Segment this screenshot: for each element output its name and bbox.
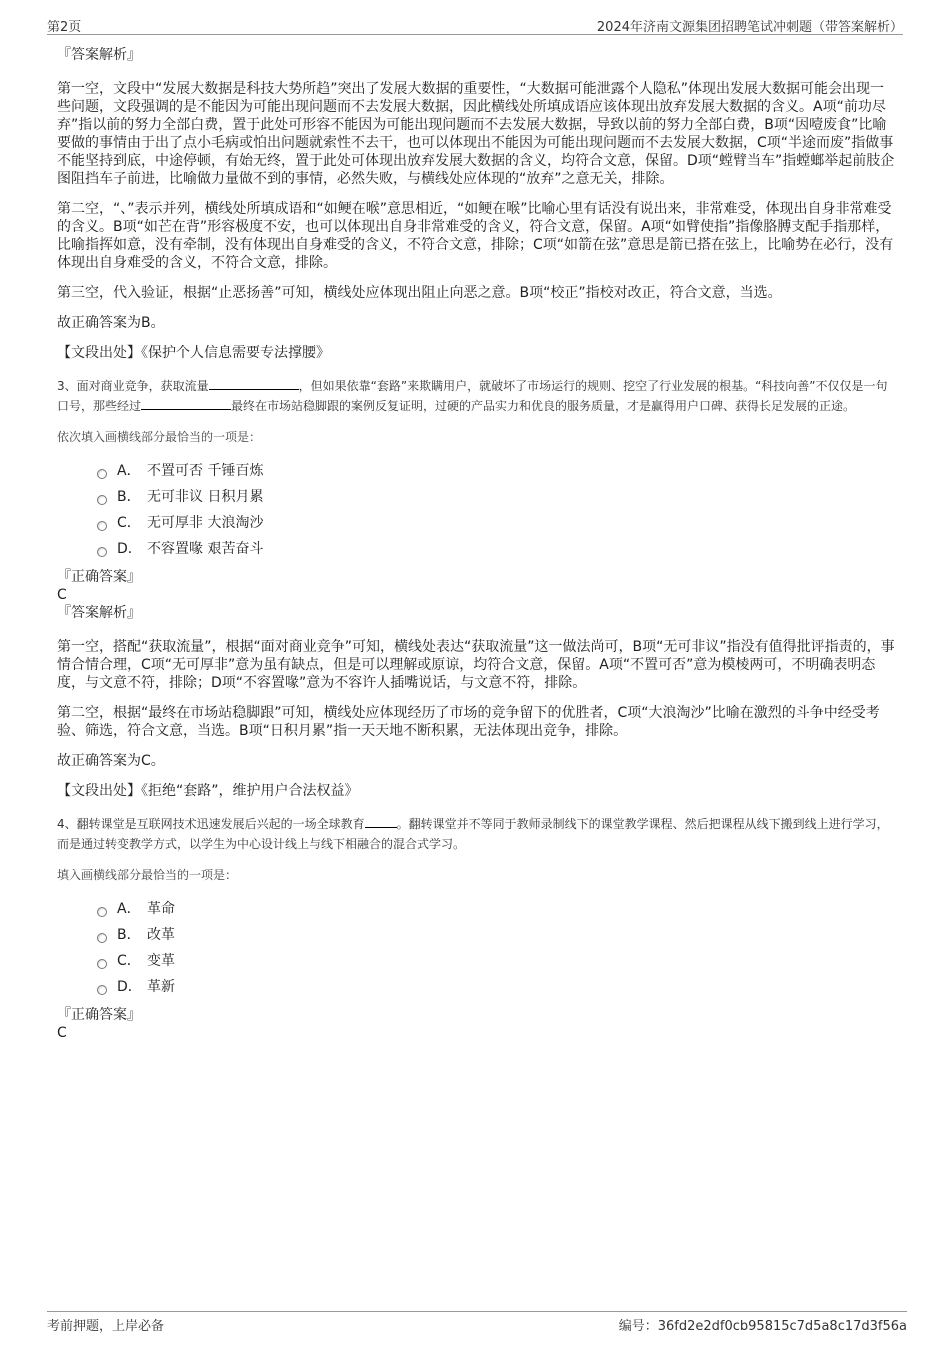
radio-icon[interactable]: [97, 547, 107, 557]
q4-hint: 填入画横线部分最恰当的一项是：: [57, 868, 238, 882]
q3-stem: [57, 376, 897, 416]
q3-stem-a: 3、面对商业竞争，获取流量: [57, 379, 209, 393]
q3-blank-2: [141, 397, 231, 410]
q2-explain-label: 『答案解析』: [57, 47, 141, 63]
page-header: [47, 14, 903, 35]
q3-blank-1: [209, 377, 299, 390]
radio-icon[interactable]: [97, 959, 107, 969]
footer-slogan: 考前押题，上岸必备: [47, 1319, 165, 1334]
q3-option-c[interactable]: C． 无可厚非 大浪淘沙: [97, 514, 897, 540]
q4-options: [97, 900, 897, 1004]
q4-option-c[interactable]: C． 变革: [97, 952, 897, 978]
q3-options: [97, 462, 897, 566]
q2-explain-p1: 第一空，文段中“发展大数据是科技大势所趋”突出了发展大数据的重要性，“大数据可能泄露个人隐私”体现出发展大数据可能会出现一些问题，文段强调的是不能因为可能出现问题而不去发展大数据，因此横线处所填成语应该体现出放弃发展大数据的含义。A项“前功尽弃”指以前的努力全部白费，置于此处可形容不能因为可能出现问题而不去发展大数据，导致以前的努力全部白费，B项“因噎废食”比喻要做的事情由于出了点小毛病或怕出问题就索性不去干，也可以体现出不能因为可能出现问题而不去发展大数据，C项“半途而废”指做事不能坚持到底，中途停顿，有始无终，置于此处可体现出放弃发展大数据的含义，均符合文意，保留。D项“螳臂当车”指螳螂举起前肢企图阻挡车子前进，比喻做力量做不到的事情，必然失败，与横线处应体现的“放弃”之意无关，排除。: [57, 81, 895, 187]
q4-stem: [57, 814, 897, 854]
q2-explain-p3: 第三空，代入验证，根据“止恶扬善”可知，横线处应体现出阻止向恶之意。B项“校正”指校对改正，符合文意，当选。: [57, 285, 782, 301]
q3-answer-label: 『正确答案』: [57, 569, 141, 585]
radio-icon[interactable]: [97, 521, 107, 531]
q4-blank: [365, 815, 397, 828]
radio-icon[interactable]: [97, 495, 107, 505]
q3-stem-c: 最终在市场站稳脚跟的案例反复证明，过硬的产品实力和优良的服务质量，才是赢得用户口碑、获得长足发展的正途。: [231, 399, 856, 413]
q3-answer-statement: 故正确答案为C。: [57, 753, 165, 769]
document-serial: 编号：36fd2e2df0cb95815c7d5a8c17d3f56a: [618, 1319, 907, 1334]
q3-explain-p2: 第二空，根据“最终在市场站稳脚跟”可知，横线处应体现经历了市场的竞争留下的优胜者，C项“大浪淘沙”比喻在激烈的斗争中经受考验、筛选，符合文意，当选。B项“日积月累”指一天天地不断积累，无法体现出竞争，排除。: [57, 705, 880, 739]
page-footer: [47, 1311, 907, 1332]
q2-source: 【文段出处】《保护个人信息需要专法撑腰》: [57, 345, 330, 361]
q4-stem-b: 。翻转课堂并不等同于教师录制线下的课堂教学课程、然后把课程从线下搬到线上进行学习，而是通过转变教学方式，以学生为中心设计线上与线下相融合的混合式学习。: [57, 817, 889, 851]
q2-explain-p2: 第二空，“、”表示并列，横线处所填成语和“如鲠在喉”意思相近，“如鲠在喉”比喻心里有话没有说出来，非常难受，体现出自身非常难受的含义。B项“如芒在背”形容极度不安，也可以体现出自身非常难受的含义，符合文意，保留。A项“如臂使指”指像胳膊支配手指那样，比喻指挥如意，没有牵制，没有体现出自身难受的含义，不符合文意，排除；C项“如箭在弦”意思是箭已搭在弦上，比喻势在必行，没有体现出自身难受的含义，不符合文意，排除。: [57, 201, 894, 271]
page-content: [57, 46, 897, 1042]
q3-explain-label: 『答案解析』: [57, 605, 141, 621]
q4-answer-label: 『正确答案』: [57, 1007, 141, 1023]
q4-answer: C: [57, 1025, 67, 1041]
radio-icon[interactable]: [97, 985, 107, 995]
radio-icon[interactable]: [97, 469, 107, 479]
radio-icon[interactable]: [97, 907, 107, 917]
q3-answer: C: [57, 587, 67, 603]
q4-stem-a: 4、翻转课堂是互联网技术迅速发展后兴起的一场全球教育: [57, 817, 365, 831]
q4-option-b[interactable]: B． 改革: [97, 926, 897, 952]
radio-icon[interactable]: [97, 933, 107, 943]
q3-stem-b: ，但如果依靠“套路”来欺瞒用户，就破坏了市场运行的规则、挖空了行业发展的根基。“科技向善”不仅仅是一句口号，那些经过: [57, 379, 888, 413]
q2-answer-statement: 故正确答案为B。: [57, 315, 165, 331]
page-number: 第2页: [47, 20, 82, 35]
q3-source: 【文段出处】《拒绝“套路”，维护用户合法权益》: [57, 783, 359, 799]
q3-option-b[interactable]: B． 无可非议 日积月累: [97, 488, 897, 514]
q3-option-d[interactable]: D． 不容置喙 艰苦奋斗: [97, 540, 897, 566]
q4-option-d[interactable]: D． 革新: [97, 978, 897, 1004]
document-title: 2024年济南文源集团招聘笔试冲刺题（带答案解析）: [596, 20, 903, 35]
q3-hint: 依次填入画横线部分最恰当的一项是：: [57, 430, 262, 444]
q3-option-a[interactable]: A． 不置可否 千锤百炼: [97, 462, 897, 488]
q4-option-a[interactable]: A． 革命: [97, 900, 897, 926]
q3-explain-p1: 第一空，搭配“获取流量”，根据“面对商业竞争”可知，横线处表达“获取流量”这一做法尚可，B项“无可非议”指没有值得批评指责的，事情合情合理，C项“无可厚非”意为虽有缺点，但是可以理解或原谅，均符合文意，保留。A项“不置可否”意为模棱两可，不明确表明态度，与文意不符，排除；D项“不容置喙”意为不容许人插嘴说话，与文意不符，排除。: [57, 639, 895, 691]
